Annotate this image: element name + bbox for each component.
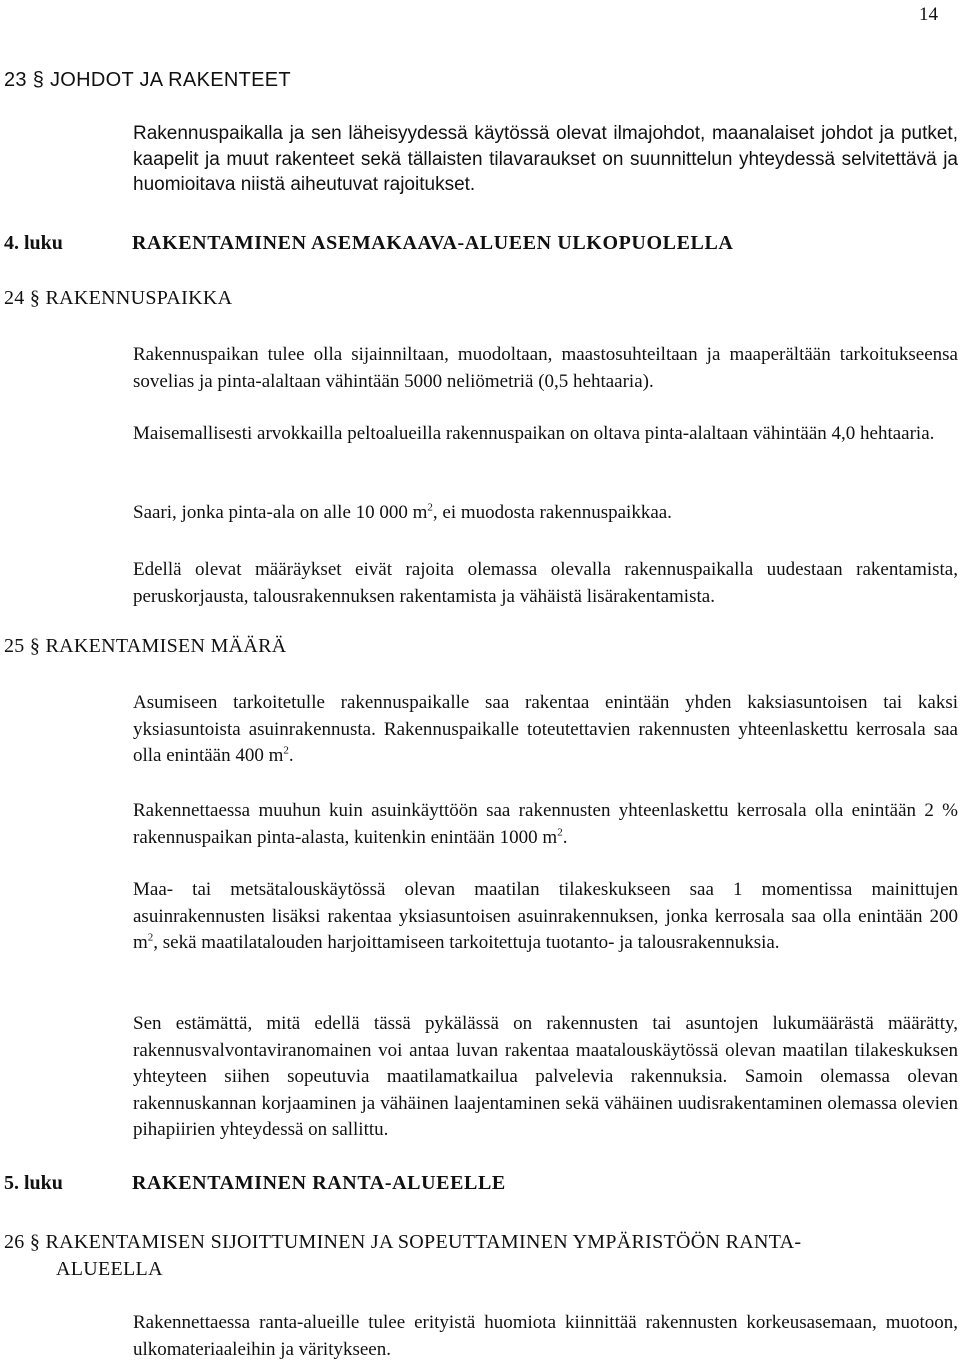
section-24-paragraph-3 xyxy=(133,500,958,527)
section-25-paragraph-3 xyxy=(133,877,958,957)
superscript: 2 xyxy=(147,931,154,944)
text-run: Asumiseen tarkoitetulle rakennuspaikalle saa rakentaa enintään yhden kaksiasuntoisen tai kaksi yksiasuntoista asuinrakennusta. Rakennuspaikalle toteutettavien rakennusten yhteenlaskettu kerrosala saa olla enintään 400 m xyxy=(133,692,958,766)
chapter-5-title: RAKENTAMINEN RANTA-ALUEELLE xyxy=(132,1172,506,1194)
chapter-5-number: 5. luku xyxy=(4,1172,63,1194)
text-run: , sekä maatilatalouden harjoittamiseen tarkoitettuja tuotanto- ja talousrakennuksia. xyxy=(153,932,780,953)
section-26-heading-line-2: ALUEELLA xyxy=(56,1258,163,1280)
section-23-heading: 23 § JOHDOT JA RAKENTEET xyxy=(4,69,291,91)
superscript: 2 xyxy=(557,826,563,839)
section-25-paragraph-2 xyxy=(133,798,958,851)
chapter-5-heading xyxy=(4,1172,506,1195)
section-24-paragraph-4: Edellä olevat määräykset eivät rajoita olemassa olevalla rakennuspaikalla uudestaan rakentamista, peruskorjausta, talousrakennuksen rakentamista ja vähäistä lisärakentamista. xyxy=(133,559,958,607)
superscript: 2 xyxy=(427,501,433,514)
text-run: Maa- tai metsätalouskäytössä olevan maatilan tilakeskukseen saa 1 momentissa mainittujen asuinrakennusten lisäksi rakentaa yksiasuntoisen asuinrakennuksen, jonka kerrosala saa olla enintään 200 m xyxy=(133,879,958,953)
section-25-heading: 25 § RAKENTAMISEN MÄÄRÄ xyxy=(4,635,287,657)
section-24-heading: 24 § RAKENNUSPAIKKA xyxy=(4,287,233,309)
chapter-4-title: RAKENTAMINEN ASEMAKAAVA-ALUEEN ULKOPUOLELLA xyxy=(132,232,734,254)
section-26-heading-line-1: 26 § RAKENTAMISEN SIJOITTUMINEN JA SOPEUTTAMINEN YMPÄRISTÖÖN RANTA- xyxy=(4,1231,802,1253)
superscript: 2 xyxy=(283,744,289,757)
page-number: 14 xyxy=(919,4,938,25)
section-26-heading xyxy=(4,1229,944,1283)
section-26-paragraph-1: Rakennettaessa ranta-alueille tulee erityistä huomiota kiinnittää rakennusten korkeusasemaan, muotoon, ulkomateriaaleihin ja väritykseen. xyxy=(133,1312,958,1360)
text-run: . xyxy=(288,745,294,766)
section-25-paragraph-1 xyxy=(133,690,958,770)
section-25-paragraph-4: Sen estämättä, mitä edellä tässä pykälässä on rakennusten tai asuntojen lukumäärästä määrätty, rakennusvalvontaviranomainen voi antaa luvan rakentaa maatalouskäytössä olevan maatilan tilakeskuksen yhteyteen siihen sopeutuvia maatilamatkailua palvelevia rakennuksia. Samoin olemassa olevan rakennuskannan korjaaminen ja vähäinen laajentaminen sekä vähäinen uudisrakentaminen olemassa olevien pihapiirien yhteydessä on sallittu. xyxy=(133,1013,958,1140)
chapter-4-heading xyxy=(4,232,733,255)
text-run: , ei muodosta rakennuspaikkaa. xyxy=(432,502,672,523)
section-24-paragraph-2: Maisemallisesti arvokkailla peltoalueilla rakennuspaikan on oltava pinta-alaltaan vähintään 4,0 hehtaaria. xyxy=(133,423,935,444)
chapter-4-number: 4. luku xyxy=(4,232,63,254)
text-run: Saari, jonka pinta-ala on alle 10 000 m xyxy=(133,502,428,523)
text-run: Rakennettaessa muuhun kuin asuinkäyttöön saa rakennusten yhteenlaskettu kerrosala olla enintään 2 % rakennuspaikan pinta-alasta, kuitenkin enintään 1000 m xyxy=(133,800,958,848)
section-24-paragraph-1: Rakennuspaikan tulee olla sijainniltaan, muodoltaan, maastosuhteiltaan ja maaperältään tarkoitukseensa sovelias ja pinta-alaltaan vähintään 5000 neliömetriä (0,5 hehtaaria). xyxy=(133,344,958,392)
section-23-paragraph: Rakennuspaikalla ja sen läheisyydessä käytössä olevat ilmajohdot, maanalaiset johdot ja putket, kaapelit ja muut rakenteet sekä tällaisten tilavaraukset on suunnittelun yhteydessä selvitettävä ja huomioitava niistä aiheutuvat rajoitukset. xyxy=(133,123,958,195)
text-run: . xyxy=(562,826,568,848)
